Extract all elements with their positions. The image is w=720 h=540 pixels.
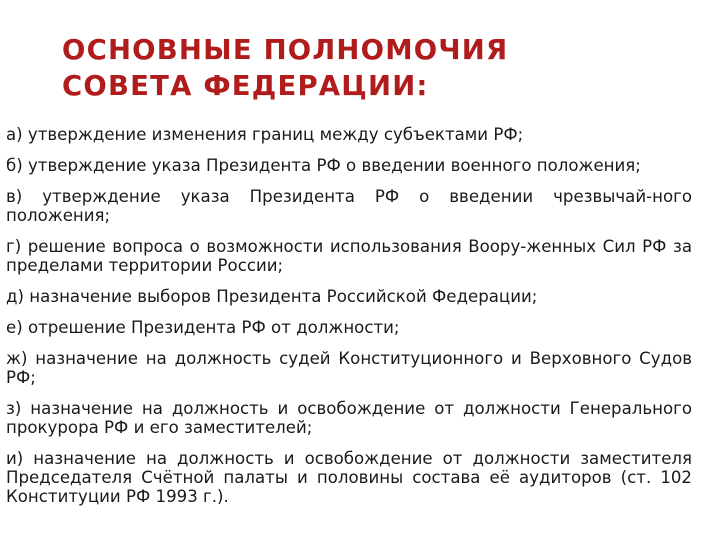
power-item-v: в) утверждение указа Президента РФ о введении чрезвычай-ного положения; [6,187,692,225]
power-item-i: и) назначение на должность и освобождение от должности заместителя Председателя Счётной палаты и половины состава её аудиторов (ст. 102 Конституции РФ 1993 г.). [6,449,692,506]
power-item-z: з) назначение на должность и освобождение от должности Генерального прокурора РФ и его заместителей; [6,399,692,437]
power-item-a: а) утверждение изменения границ между субъектами РФ; [6,125,524,144]
slide-title-line-2: СОВЕТА ФЕДЕРАЦИИ: [62,70,429,102]
slide-title [62,32,682,104]
power-item-b: б) утверждение указа Президента РФ о введении военного положения; [6,156,641,175]
power-item-e: е) отрешение Президента РФ от должности; [6,318,400,337]
powers-list [6,125,692,518]
slide-title-line-1: ОСНОВНЫЕ ПОЛНОМОЧИЯ [62,34,509,66]
power-item-d: д) назначение выборов Президента Российской Федерации; [6,287,538,306]
power-item-g: г) решение вопроса о возможности использования Воору-женных Сил РФ за пределами территории России; [6,237,692,275]
power-item-zh: ж) назначение на должность судей Конституционного и Верховного Судов РФ; [6,349,692,387]
